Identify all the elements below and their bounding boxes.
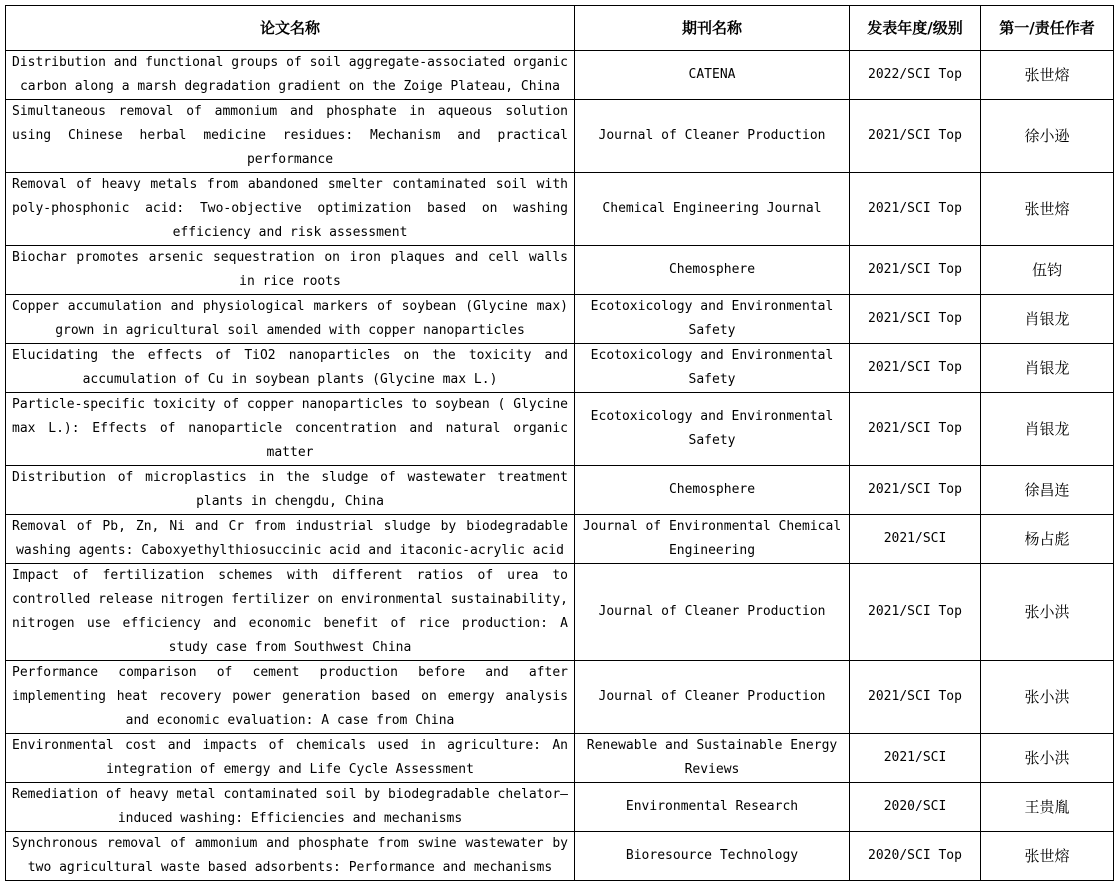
journal-name: Journal of Cleaner Production [575, 564, 850, 661]
year-level: 2021/SCI Top [850, 100, 981, 173]
author-name: 张小洪 [981, 734, 1114, 783]
table-header-row [6, 6, 1114, 51]
author-name: 徐昌连 [981, 466, 1114, 515]
author-name: 张小洪 [981, 564, 1114, 661]
paper-title: Environmental cost and impacts of chemicals used in agriculture: An integration of emergy and Life Cycle Assessment [6, 734, 575, 783]
header-author: 第一/责任作者 [981, 6, 1114, 51]
year-level: 2020/SCI Top [850, 832, 981, 881]
paper-title: Removal of Pb, Zn, Ni and Cr from industrial sludge by biodegradable washing agents: Caboxyethylthiosuccinic acid and itaconic-acrylic acid [6, 515, 575, 564]
author-name: 徐小逊 [981, 100, 1114, 173]
journal-name: Environmental Research [575, 783, 850, 832]
table-row [6, 661, 1114, 734]
year-level: 2021/SCI Top [850, 661, 981, 734]
journal-name: Ecotoxicology and Environmental Safety [575, 393, 850, 466]
author-name: 张小洪 [981, 661, 1114, 734]
year-level: 2021/SCI Top [850, 393, 981, 466]
journal-name: Ecotoxicology and Environmental Safety [575, 295, 850, 344]
journal-name: Chemical Engineering Journal [575, 173, 850, 246]
publications-table [5, 5, 1114, 881]
header-journal: 期刊名称 [575, 6, 850, 51]
paper-title: Synchronous removal of ammonium and phosphate from swine wastewater by two agricultural waste based adsorbents: Performance and mechanisms [6, 832, 575, 881]
author-name: 杨占彪 [981, 515, 1114, 564]
table-row [6, 246, 1114, 295]
table-row [6, 832, 1114, 881]
year-level: 2021/SCI Top [850, 564, 981, 661]
table-row [6, 466, 1114, 515]
author-name: 王贵胤 [981, 783, 1114, 832]
author-name: 肖银龙 [981, 393, 1114, 466]
year-level: 2022/SCI Top [850, 51, 981, 100]
paper-title: Performance comparison of cement production before and after implementing heat recovery power generation based on emergy analysis and economic evaluation: A case from China [6, 661, 575, 734]
table-row [6, 100, 1114, 173]
table-row [6, 734, 1114, 783]
journal-name: Journal of Cleaner Production [575, 100, 850, 173]
table-row [6, 515, 1114, 564]
paper-title: Distribution and functional groups of soil aggregate-associated organic carbon along a marsh degradation gradient on the Zoige Plateau, China [6, 51, 575, 100]
paper-title: Impact of fertilization schemes with different ratios of urea to controlled release nitrogen fertilizer on environmental sustainability, nitrogen use efficiency and economic benefit of rice production: A study case from Southwest China [6, 564, 575, 661]
year-level: 2020/SCI [850, 783, 981, 832]
journal-name: Journal of Environmental Chemical Engineering [575, 515, 850, 564]
table-row [6, 295, 1114, 344]
journal-name: Ecotoxicology and Environmental Safety [575, 344, 850, 393]
paper-title: Copper accumulation and physiological markers of soybean (Glycine max) grown in agricultural soil amended with copper nanoparticles [6, 295, 575, 344]
table-row [6, 173, 1114, 246]
paper-title: Simultaneous removal of ammonium and phosphate in aqueous solution using Chinese herbal medicine residues: Mechanism and practical performance [6, 100, 575, 173]
table-row [6, 783, 1114, 832]
header-year-level: 发表年度/级别 [850, 6, 981, 51]
table-row [6, 393, 1114, 466]
paper-title: Elucidating the effects of TiO2 nanoparticles on the toxicity and accumulation of Cu in soybean plants (Glycine max L.) [6, 344, 575, 393]
year-level: 2021/SCI [850, 515, 981, 564]
author-name: 伍钧 [981, 246, 1114, 295]
year-level: 2021/SCI Top [850, 295, 981, 344]
paper-title: Remediation of heavy metal contaminated soil by biodegradable chelator–induced washing: Efficiencies and mechanisms [6, 783, 575, 832]
journal-name: Bioresource Technology [575, 832, 850, 881]
year-level: 2021/SCI Top [850, 246, 981, 295]
table-row [6, 51, 1114, 100]
paper-title: Biochar promotes arsenic sequestration on iron plaques and cell walls in rice roots [6, 246, 575, 295]
paper-title: Removal of heavy metals from abandoned smelter contaminated soil with poly-phosphonic acid: Two-objective optimization based on washing efficiency and risk assessment [6, 173, 575, 246]
journal-name: Renewable and Sustainable Energy Reviews [575, 734, 850, 783]
paper-title: Distribution of microplastics in the sludge of wastewater treatment plants in chengdu, China [6, 466, 575, 515]
year-level: 2021/SCI Top [850, 466, 981, 515]
author-name: 张世熔 [981, 832, 1114, 881]
author-name: 张世熔 [981, 173, 1114, 246]
year-level: 2021/SCI [850, 734, 981, 783]
journal-name: Journal of Cleaner Production [575, 661, 850, 734]
author-name: 肖银龙 [981, 295, 1114, 344]
author-name: 张世熔 [981, 51, 1114, 100]
header-paper-title: 论文名称 [6, 6, 575, 51]
journal-name: CATENA [575, 51, 850, 100]
year-level: 2021/SCI Top [850, 173, 981, 246]
year-level: 2021/SCI Top [850, 344, 981, 393]
journal-name: Chemosphere [575, 246, 850, 295]
author-name: 肖银龙 [981, 344, 1114, 393]
paper-title: Particle-specific toxicity of copper nanoparticles to soybean ( Glycine max L.): Effects of nanoparticle concentration and natural organic matter [6, 393, 575, 466]
journal-name: Chemosphere [575, 466, 850, 515]
table-row [6, 344, 1114, 393]
table-row [6, 564, 1114, 661]
